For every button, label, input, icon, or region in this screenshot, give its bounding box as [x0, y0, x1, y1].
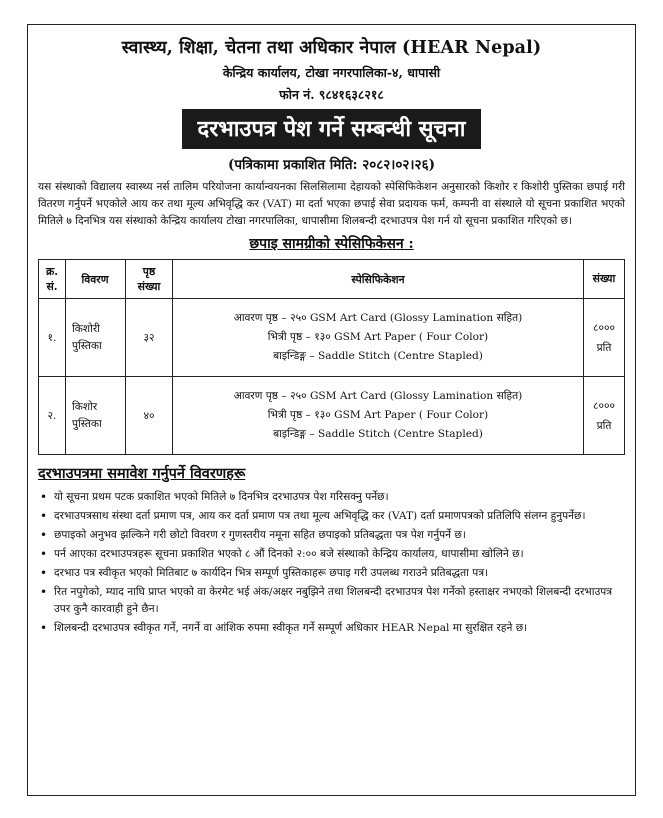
notice-header [38, 35, 625, 103]
list-item: • पर्न आएका दरभाउपत्रहरू सूचना प्रकाशित भएको ८ औं दिनको २:०० बजे संस्थाको केन्द्रिय कार्यालय, धापासीमा खोलिने छ। [54, 546, 625, 563]
intro-paragraph: यस संस्थाको विद्यालय स्वास्थ्य नर्स तालिम परियोजना कार्यान्वयनका सिलसिलामा देहायको स्पेसिफिकेशन अनुसारको किशोर र किशोरी पुस्तिका छपाई गरी वितरण गर्नुपर्ने भएकोले आय कर तथा मूल्य अभिवृद्धि कर (VAT) मा दर्ता भएका छपाई सेवा प्रदायक फर्म, कम्पनी वा संस्थाले यो सूचना प्रकाशित भएको मितिले ७ दिनभित्र यस संस्थाको केन्द्रिय कार्यालय टोखा नगरपालिका, धापासीमा शिलबन्दी दरभाउपत्र पेश गर्न यो सूचना प्रकाशित गरिएको छ। [38, 181, 626, 227]
row-spec: आवरण पृष्ठ – २५० GSM Art Card (Glossy Lamination सहित) भित्री पृष्ठ – १३० GSM Art Paper ( Four Color) बाइन्डिङ्ग – Saddle Stitch (Centre Stapled) [173, 299, 584, 377]
table-header-row [39, 260, 625, 299]
table-row [39, 377, 625, 455]
office-address: केन्द्रिय कार्यालय, टोखा नगरपालिका-४, धापासी [222, 65, 441, 80]
phone-number: फोन नं. ९८४१६३८२१८ [279, 87, 384, 102]
row-spec: आवरण पृष्ठ – २५० GSM Art Card (Glossy Lamination सहित) भित्री पृष्ठ – १३० GSM Art Paper ( Four Color) बाइन्डिङ्ग – Saddle Stitch (Centre Stapled) [173, 377, 584, 455]
list-item: • शिलबन्दी दरभाउपत्र स्वीकृत गर्ने, नगर्ने वा आंशिक रुपमा स्वीकृत गर्ने सम्पूर्ण अधिकार HEAR Nepal मा सुरक्षित रहने छ। [54, 620, 625, 637]
inclusions-list [38, 489, 625, 637]
list-item: • रित नपुगेको, म्याद नाघि प्राप्त भएको वा केरमेट भई अंक/अक्षर नबुझिने तथा शिलबन्दी दरभाउपत्र पेश गर्नेको हस्ताक्षर नभएको शिलबन्दी दरभाउपत्र उपर कुनै कारवाही हुने छैन। [54, 584, 625, 618]
inclusions-heading: दरभाउपत्रमा समावेश गर्नुपर्ने विवरणहरू [38, 465, 246, 482]
spec-heading: छपाइ सामग्रीको स्पेसिफिकेसन : [249, 236, 414, 252]
notice-title: दरभाउपत्र पेश गर्ने सम्बन्धी सूचना [182, 109, 482, 149]
row-sn: २. [39, 377, 66, 455]
list-item: • छपाइको अनुभव झल्किने गरी छोटो विवरण र गुणस्तरीय नमूना सहित छपाइको प्रतिबद्धता पत्र पेश गर्नुपर्ने छ। [54, 527, 625, 544]
row-sn: १. [39, 299, 66, 377]
header-qty: संख्या [584, 260, 625, 299]
publication-date: (पत्रिकामा प्रकाशित मिति: २०८२।०२।२६) [228, 157, 435, 173]
title-bar [38, 109, 625, 149]
row-qty: ८००० प्रति [584, 377, 625, 455]
header-spec: स्पेसिफिकेशन [173, 260, 584, 299]
list-item: • यो सूचना प्रथम पटक प्रकाशित भएको मितिले ७ दिनभित्र दरभाउपत्र पेश गरिसक्नु पर्नेछ। [54, 489, 625, 506]
notice-box [27, 24, 636, 796]
list-item: • दरभाउ पत्र स्वीकृत भएको मितिबाट ७ कार्यदिन भित्र सम्पूर्ण पुस्तिकाहरू छपाइ गरी उपलब्ध गराउने प्रतिबद्धता पत्र। [54, 565, 625, 582]
header-pages: पृष्ठ संख्या [126, 260, 173, 299]
organization-name: स्वास्थ्य, शिक्षा, चेतना तथा अधिकार नेपाल (HEAR Nepal) [121, 38, 542, 58]
row-qty: ८००० प्रति [584, 299, 625, 377]
row-pages: ४० [126, 377, 173, 455]
spec-table [38, 259, 625, 455]
list-item: • दरभाउपत्रसाथ संस्था दर्ता प्रमाण पत्र, आय कर दर्ता प्रमाण पत्र तथा मूल्य अभिवृद्धि कर (VAT) दर्ता प्रमाणपत्रको प्रतिलिपि संलग्न हुनुपर्नेछ। [54, 508, 625, 525]
header-sn: क्र. सं. [39, 260, 66, 299]
row-item: किशोरी पुस्तिका [66, 299, 126, 377]
header-item: विवरण [66, 260, 126, 299]
row-pages: ३२ [126, 299, 173, 377]
table-row [39, 299, 625, 377]
row-item: किशोर पुस्तिका [66, 377, 126, 455]
